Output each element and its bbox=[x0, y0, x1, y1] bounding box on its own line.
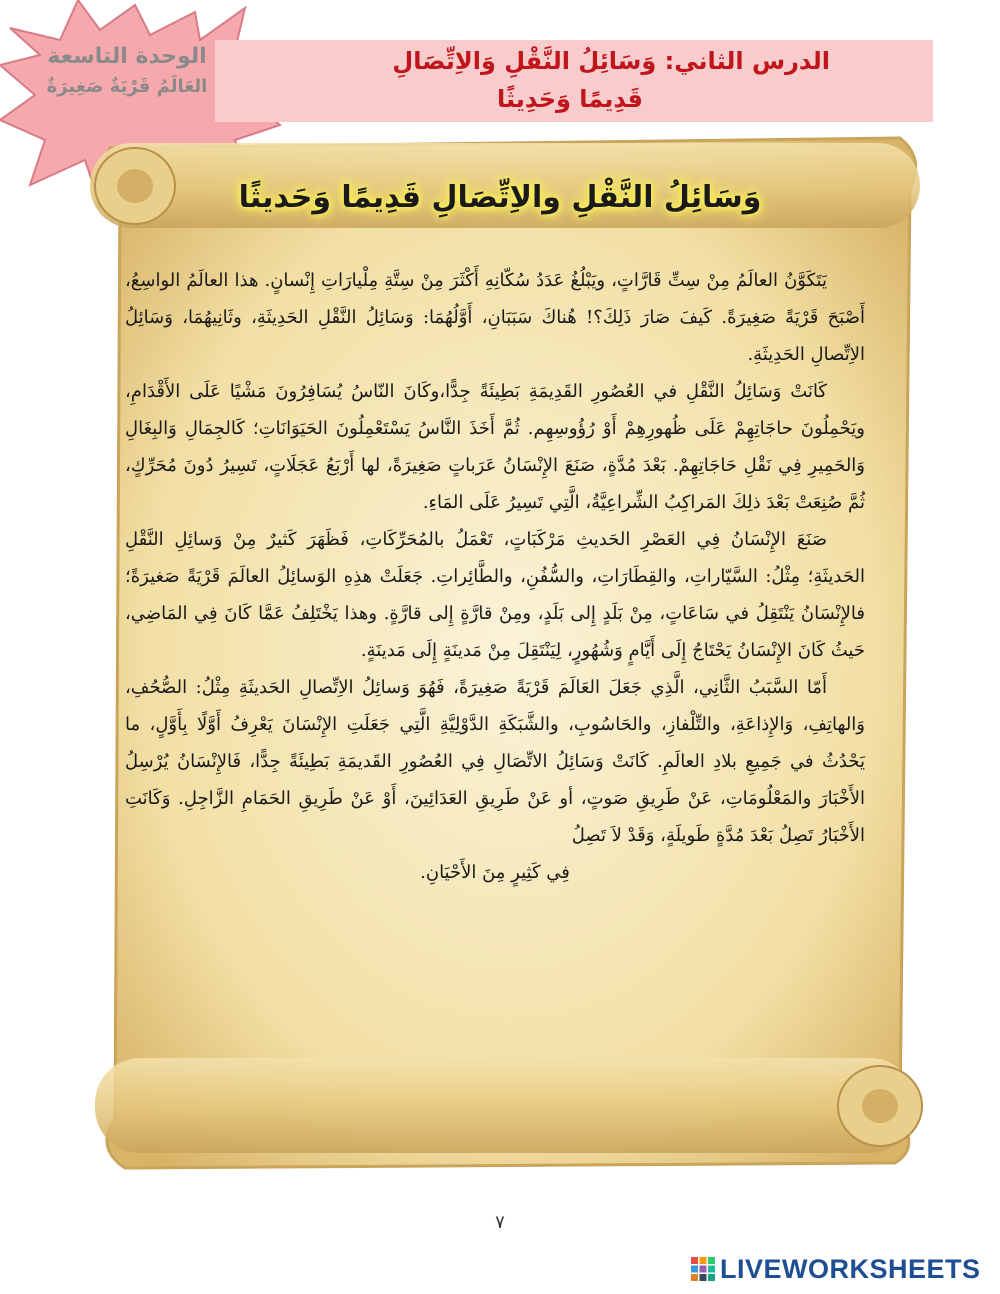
paragraph-1: يَتَكَوَّنُ العالَمُ مِنْ سِتِّ قَارَّاتٍ، ويَبْلُغُ عَدَدُ سُكّانِهِ أَكْثَرَ مِنْ سِتَّةِ مِلْيارَاتِ إِنْسانٍ. هذا العالَمُ الواسِعُ، أَصْبَحَ قَرْيَةً صَغِيرَةً. كَيفَ صَارَ ذَلِكَ؟! هُناكَ سَبَبَانِ، أَوَّلُهُمَا: وَسَائِلُ النَّقْلِ الحَدِيثَةِ، وثَانِيهُمَا، وَسَائِلُ الاِتِّصالِ الحَدِيثَةِ. bbox=[125, 270, 865, 365]
paragraph-4: أَمّا السَّبَبُ الثَّانِي، الَّذِي جَعَلَ العَالَمَ قَرْيَةً صَغِيرَةً، فَهُوَ وَسائِلُ الاِتِّصالِ الحَديثَةِ مِثْلُ: الصُّحُفِ، وَالهاتِفِ، وَالإِذاعَةِ، والتِّلْفازِ، والحَاسُوبِ، والشَّبَكَةِ الدَّوْلِيَّةِ الَّتِي جَعَلَتِ الإِنْسَانَ يَعْرِفُ أَوَّلًا بِأَوَّلٍ، ما يَحْدُثُ في جَمِيعِ بلادِ العالَمِ. كَانَتْ وَسَائِلُ الاتِّصَالِ فِي العُصُورِ القَديمَةِ بَطِيئَةً جِدًّا، فَالإِنْسَانُ يُرْسِلُ الأَخْبَارَ والمَعْلُومَاتِ، عَنْ طَرِيقِ صَوتٍ، أو عَنْ طَرِيقِ العَدَائِينَ، أَوْ عَنْ طَرِيقِ الحَمَامِ الزَّاجِلِ. وَكَانَتِ الأَخْبَارُ تَصِلُ بَعْدَ مُدَّةٍ طَويلَةٍ، وَقَدْ لاَ تَصِلُ bbox=[125, 677, 865, 846]
lesson-title-line1: الدرس الثاني: وَسَائِلُ النَّقْلِ وَالاِتِّصَالِ bbox=[392, 47, 830, 75]
article-body bbox=[125, 262, 865, 891]
lesson-title bbox=[250, 42, 830, 118]
scroll-title: وَسَائِلُ النَّقْلِ والاِتِّصَالِ قَدِيمًا وَحَديثًا bbox=[238, 180, 762, 215]
paragraph-2: كَانَتْ وَسَائِلُ النَّقْلِ في العُصُورِ القَدِيمَةِ بَطِيئَةً جِدًّا،وكَانَ النّاسُ يُسَافِرُونَ مَشْيًا عَلَى الأَقْدَامِ، ويَحْمِلُونَ حاجَاتِهِمْ عَلَى ظُهورِهِمْ أَوْ رُؤُوسِهِم. ثُمَّ أَخَذَ النَّاسُ يَسْتَعْمِلُونَ الحَيَوَانَاتِ؛ كَالجِمَالِ وَالبِغَالِ وَالحَمِيرِ فِي نَقْلِ حَاجَاتِهِمْ. بَعْدَ مُدَّةٍ، صَنَعَ الإِنْسَانُ عَرَباتٍ صَغِيرَةً، لها أَرْبَعُ عَجَلَاتٍ، تَسِيرُ دُونَ مُحَرِّكٍ، ثُمَّ صُنِعَتْ بَعْدَ ذلِكَ المَراكِبُ الشِّراعِيَّةُ، الَّتِي تَسِيرُ عَلَى المَاءِ. bbox=[125, 381, 866, 513]
lesson-title-line2: قَدِيمًا وَحَدِيثًا bbox=[497, 85, 643, 113]
unit-title: الوحدة التاسعة bbox=[47, 44, 207, 69]
page-number: ٧ bbox=[495, 1212, 505, 1233]
paragraph-3: صَنَعَ الإِنْسَانُ فِي العَصْرِ الحَديثِ مَرْكَبَاتٍ، تَعْمَلُ بالمُحَرِّكَاتِ، فَظَهَرَ كَثيرٌ مِنْ وَسائِلِ النَّقْلِ الحَديثَةِ؛ مِثْلُ: السَّيّاراتِ، والقِطَارَاتِ، والسُّفُنِ، والطَّائِراتِ. جَعَلَتْ هذِهِ الوَسائِلُ العالَمَ قَرْيَةً صَغيرَةً؛ فالإِنْسَانُ يَنْتَقِلُ في سَاعَاتٍ، مِنْ بَلَدٍ إِلى بَلَدٍ، ومِنْ قارَّةٍ إِلى قارَّةٍ. وهذا يَخْتَلِفُ عَمَّا كَانَ فِي المَاضِي، حَيثُ كَانَ الإِنْسَانُ يَحْتَاجُ إِلَى أَيَّامٍ وَشُهُورٍ، لِيَنْتَقِلَ مِنْ مَدينَةٍ إِلَى مَدينَةٍ. bbox=[125, 529, 865, 661]
brand-name: LIVEWORKSHEETS bbox=[720, 1253, 981, 1284]
paragraph-4-ending: فِي كَثِيرٍ مِنَ الأَحْيَانِ. bbox=[420, 862, 570, 883]
unit-label bbox=[22, 42, 232, 100]
unit-subtitle: العَالَمُ قَرْيَةٌ صَغِيرَةٌ bbox=[46, 76, 208, 97]
liveworksheets-logo-icon bbox=[690, 1256, 716, 1282]
liveworksheets-brand[interactable] bbox=[690, 1252, 981, 1286]
